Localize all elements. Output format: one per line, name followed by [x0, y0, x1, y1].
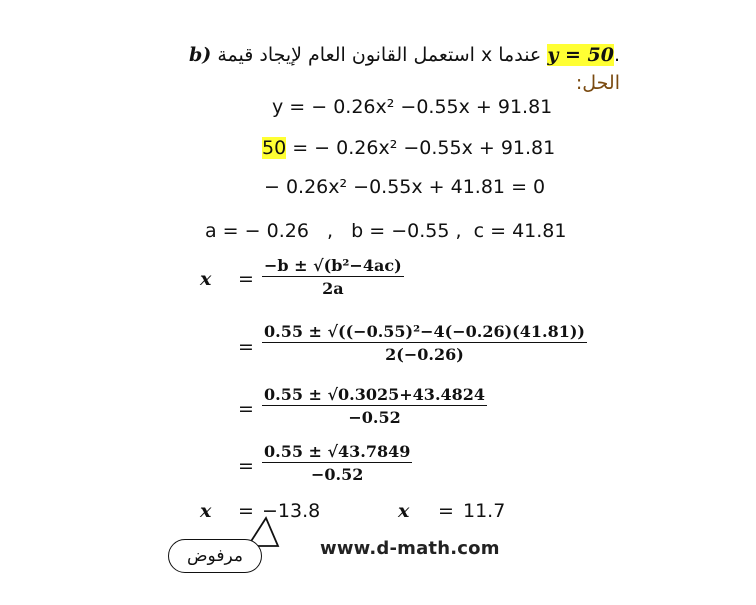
result-1-label: x: [200, 500, 212, 522]
result-2-value: 11.7: [463, 500, 506, 522]
fraction-3-denominator: −0.52: [348, 408, 401, 427]
site-watermark: www.d-math.com: [320, 538, 500, 559]
formula-x-label: x: [200, 268, 212, 290]
fraction-3: [262, 385, 487, 427]
rejected-note-bubble: مرفوض: [168, 539, 262, 573]
result-1-eq: =: [238, 500, 254, 522]
formula-eq-1: =: [238, 268, 254, 290]
fraction-2: [262, 322, 587, 364]
result-2-label: x: [398, 500, 410, 522]
question-line: [189, 44, 620, 66]
fraction-4-numerator: 0.55 ± √43.7849: [264, 442, 411, 461]
fraction-3-numerator: 0.55 ± √0.3025+43.4824: [264, 385, 486, 404]
question-end: .: [613, 44, 620, 66]
fraction-4: [262, 442, 412, 484]
equation-2-highlight: 50: [262, 137, 287, 159]
fraction-2-denominator: 2(−0.26): [385, 345, 464, 364]
question-text: استعمل القانون العام لإيجاد قيمة x عندما: [217, 44, 542, 66]
question-condition: y = 50: [547, 44, 614, 66]
formula-eq-2: =: [238, 336, 254, 358]
fraction-1: [262, 256, 404, 298]
question-label: b): [189, 44, 212, 66]
equation-3: − 0.26x² −0.55x + 41.81 = 0: [264, 176, 546, 198]
result-2-eq: =: [438, 500, 454, 522]
fraction-4-denominator: −0.52: [311, 465, 364, 484]
equation-2: [262, 137, 555, 159]
solution-label: الحل:: [575, 72, 620, 94]
equation-2-rest: = − 0.26x² −0.55x + 91.81: [286, 137, 556, 159]
result-1-value: −13.8: [262, 500, 321, 522]
formula-eq-3: =: [238, 398, 254, 420]
fraction-2-numerator: 0.55 ± √((−0.55)²−4(−0.26)(41.81)): [264, 322, 585, 341]
fraction-1-denominator: 2a: [322, 279, 344, 298]
coefficients: a = − 0.26 , b = −0.55 , c = 41.81: [205, 220, 567, 242]
formula-eq-4: =: [238, 455, 254, 477]
fraction-1-numerator: −b ± √(b²−4ac): [264, 256, 402, 275]
equation-1: y = − 0.26x² −0.55x + 91.81: [272, 96, 553, 118]
